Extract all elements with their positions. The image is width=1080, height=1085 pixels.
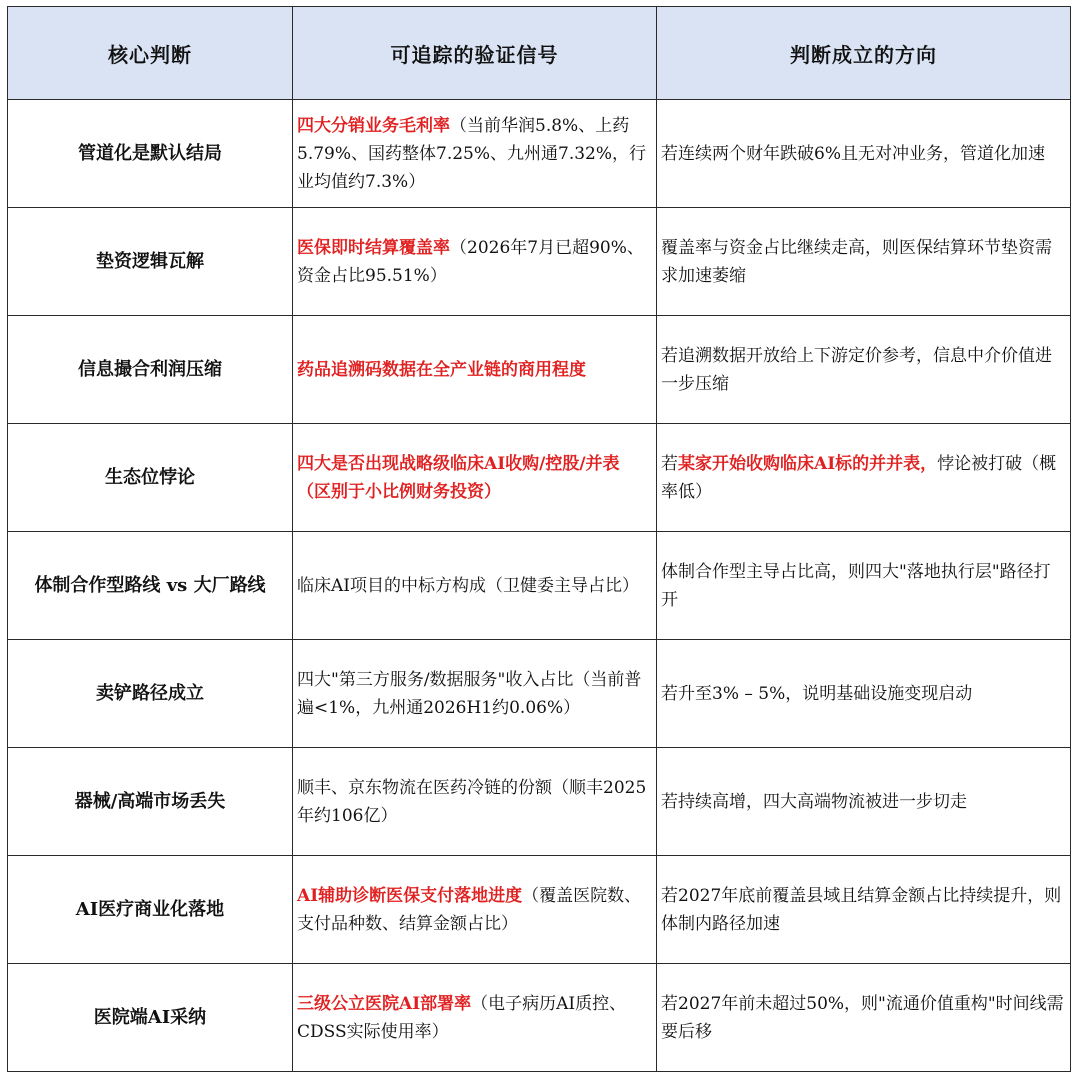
direction-highlight-text: 某家开始收购临床AI标的并并表， xyxy=(678,453,938,474)
direction-text-tail: 悖论被打破（概率低） xyxy=(661,453,1057,502)
direction-cell xyxy=(657,532,1071,640)
direction-text: 若2027年底前覆盖县域且结算金额占比持续提升，则体制内路径加速 xyxy=(661,885,1062,934)
direction-cell xyxy=(657,208,1071,316)
direction-cell xyxy=(657,316,1071,424)
direction-text: 若持续高增，四大高端物流被进一步切走 xyxy=(661,791,967,812)
direction-cell xyxy=(657,640,1071,748)
header-verification-signal: 可追踪的验证信号 xyxy=(293,7,657,100)
core-judgement-cell: 信息撮合利润压缩 xyxy=(8,316,293,424)
direction-text: 若追溯数据开放给上下游定价参考，信息中介价值进一步压缩 xyxy=(661,345,1052,394)
core-judgement-cell: 卖铲路径成立 xyxy=(8,640,293,748)
signal-detail-text: 临床AI项目的中标方构成（卫健委主导占比） xyxy=(297,575,639,596)
verification-signal-cell xyxy=(293,964,657,1072)
core-judgement-cell: AI医疗商业化落地 xyxy=(8,856,293,964)
signal-detail-text: （覆盖医院数、支付品种数、结算金额占比） xyxy=(297,885,642,934)
table-row xyxy=(8,856,1071,964)
direction-cell xyxy=(657,856,1071,964)
table-body xyxy=(8,100,1071,1072)
signal-highlight-text: 四大分销业务毛利率 xyxy=(297,115,450,136)
table-row xyxy=(8,100,1071,208)
core-judgement-cell: 体制合作型路线 vs 大厂路线 xyxy=(8,532,293,640)
table-row xyxy=(8,316,1071,424)
direction-text: 体制合作型主导占比高，则四大"落地执行层"路径打开 xyxy=(661,561,1051,610)
table-row xyxy=(8,964,1071,1072)
signal-highlight-text: 药品追溯码数据在全产业链的商用程度 xyxy=(297,359,586,380)
table-row xyxy=(8,208,1071,316)
core-judgement-cell: 生态位悖论 xyxy=(8,424,293,532)
signal-highlight-text: 三级公立医院AI部署率 xyxy=(297,993,472,1014)
table-row xyxy=(8,424,1071,532)
header-core-judgement: 核心判断 xyxy=(8,7,293,100)
header-direction: 判断成立的方向 xyxy=(657,7,1071,100)
signal-detail-text: （当前华润5.8%、上药5.79%、国药整体7.25%、九州通7.32%，行业均值约7.3%） xyxy=(297,115,647,192)
core-judgement-cell: 垫资逻辑瓦解 xyxy=(8,208,293,316)
verification-signal-table xyxy=(7,6,1071,1072)
direction-cell xyxy=(657,424,1071,532)
core-judgement-cell: 器械/高端市场丢失 xyxy=(8,748,293,856)
signal-detail-text: （电子病历AI质控、CDSS实际使用率） xyxy=(297,993,627,1042)
core-judgement-cell: 管道化是默认结局 xyxy=(8,100,293,208)
table-row xyxy=(8,640,1071,748)
direction-cell xyxy=(657,964,1071,1072)
direction-text: 若2027年前未超过50%，则"流通价值重构"时间线需要后移 xyxy=(661,993,1064,1042)
signal-highlight-text: AI辅助诊断医保支付落地进度 xyxy=(297,885,523,906)
signal-highlight-text: 医保即时结算覆盖率 xyxy=(297,237,450,258)
direction-text: 覆盖率与资金占比继续走高，则医保结算环节垫资需求加速萎缩 xyxy=(661,237,1052,286)
core-judgement-cell: 医院端AI采纳 xyxy=(8,964,293,1072)
table-row xyxy=(8,748,1071,856)
table-header xyxy=(8,7,1071,100)
verification-signal-cell xyxy=(293,100,657,208)
verification-signal-cell xyxy=(293,532,657,640)
direction-cell xyxy=(657,100,1071,208)
signal-detail-text: 顺丰、京东物流在医药冷链的份额（顺丰2025年约106亿） xyxy=(297,777,647,826)
signal-detail-text: 四大"第三方服务/数据服务"收入占比（当前普遍<1%，九州通2026H1约0.06%） xyxy=(297,669,642,718)
direction-text: 若 xyxy=(661,453,678,474)
signal-highlight-text: 四大是否出现战略级临床AI收购/控股/并表（区别于小比例财务投资） xyxy=(297,453,620,502)
verification-signal-cell xyxy=(293,856,657,964)
direction-text: 若连续两个财年跌破6%且无对冲业务，管道化加速 xyxy=(661,143,1045,164)
header-row xyxy=(8,7,1071,100)
verification-signal-cell xyxy=(293,424,657,532)
verification-signal-cell xyxy=(293,748,657,856)
verification-signal-cell xyxy=(293,316,657,424)
table-row xyxy=(8,532,1071,640)
signal-detail-text: （2026年7月已超90%、资金占比95.51%） xyxy=(297,237,644,286)
verification-signal-cell xyxy=(293,208,657,316)
direction-text: 若升至3% – 5%，说明基础设施变现启动 xyxy=(661,683,973,704)
verification-signal-cell xyxy=(293,640,657,748)
direction-cell xyxy=(657,748,1071,856)
